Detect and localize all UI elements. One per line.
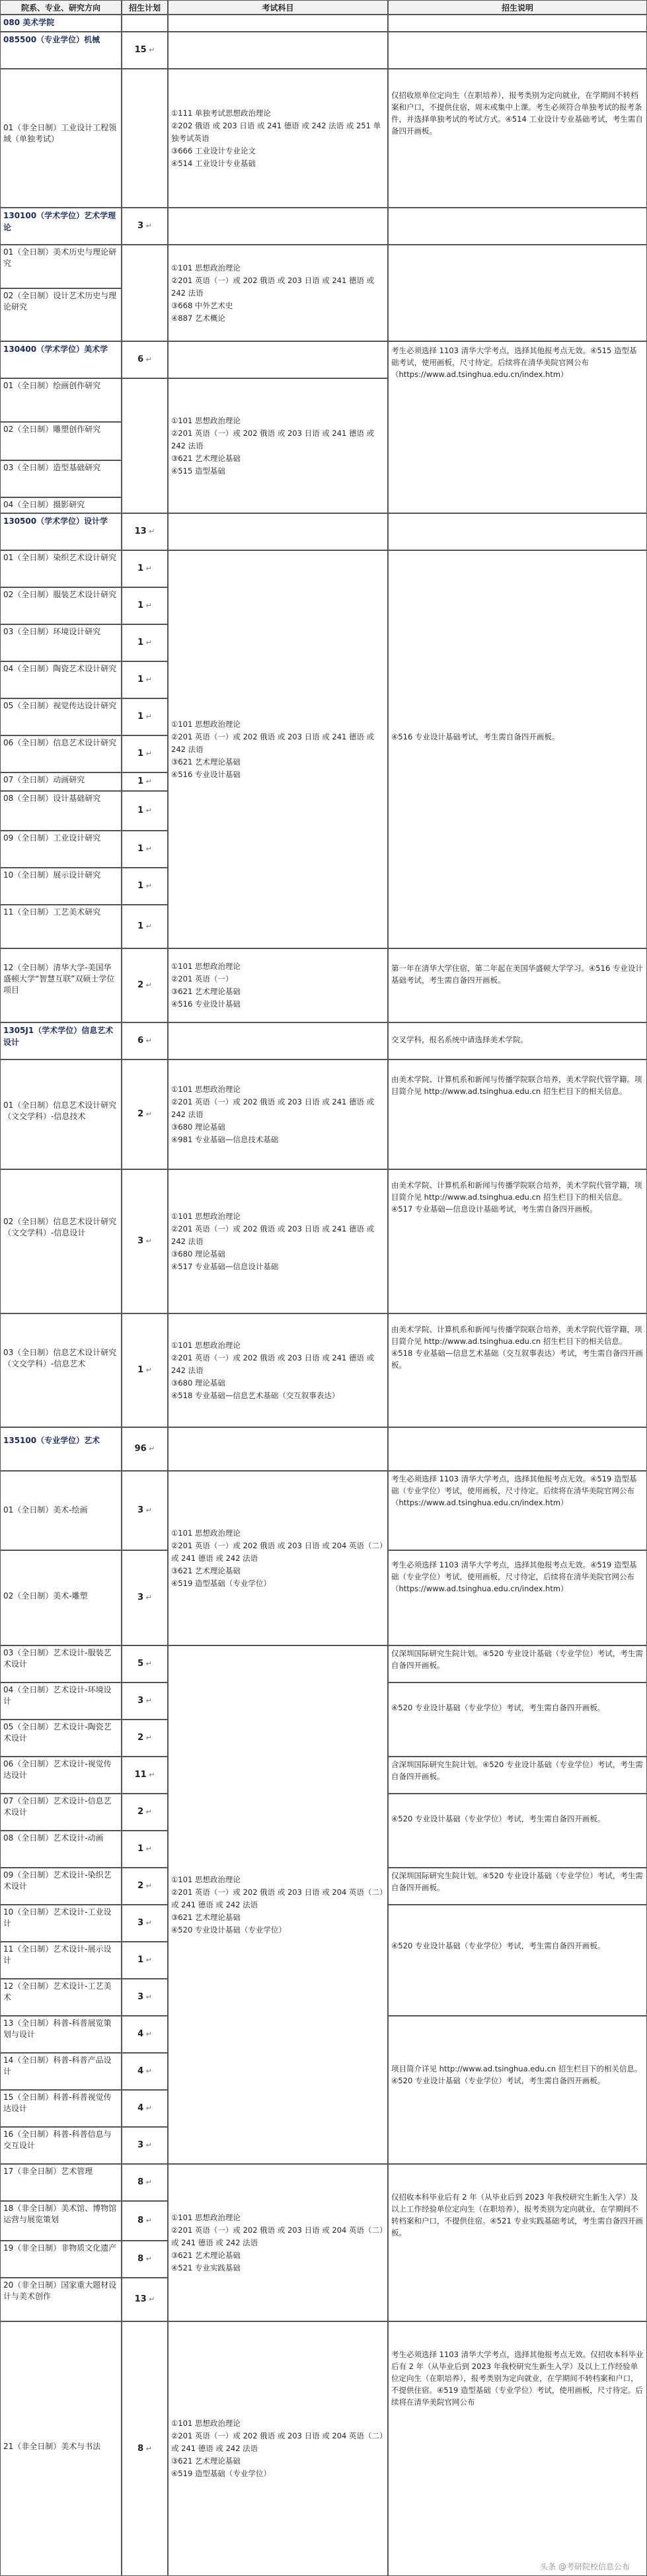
major-row: 01（全日制）染织艺术设计研究 xyxy=(0,550,122,587)
plan-count: 4 ↵ xyxy=(137,2102,152,2114)
exam-line: ③621 艺术理论基础 xyxy=(171,2250,241,2260)
major-row: 14（全日制）科普-科普产品设计 xyxy=(0,2053,122,2090)
major-row: 20（非全日制）国家重大题材设计与美术创作 xyxy=(0,2278,122,2321)
major-row: 12（全日制）艺术设计-工艺美术 xyxy=(0,1979,122,2016)
empty-cell xyxy=(388,15,647,32)
major-row: 06（全日制）艺术设计-视觉传达设计 xyxy=(0,1757,122,1794)
exam-line: ②201 英语（一）或 202 俄语 或 203 日语 或 241 德语 或 242 法语 xyxy=(171,428,375,450)
exam-line: ③621 艺术理论基础 xyxy=(171,453,241,463)
exam-line: ①101 思想政治理论 xyxy=(171,2419,241,2428)
plan-count: 1 ↵ xyxy=(137,637,152,649)
major-row: 09（全日制）工业设计研究 xyxy=(0,831,122,868)
major-row: 01（全日制）信息艺术设计研究（文交学科）-信息技术 xyxy=(0,1059,122,1169)
major-plan xyxy=(122,1794,168,1831)
major-row: 07（全日制）动画研究 xyxy=(0,772,122,791)
section-plan xyxy=(122,32,168,69)
exam-line: ④516 专业设计基础 xyxy=(171,769,241,779)
major-row: 16（全日制）科普-科普信息与交互设计 xyxy=(0,2127,122,2164)
exam-line: ①101 思想政治理论 xyxy=(171,962,241,971)
major-plan xyxy=(122,698,168,735)
major-plan xyxy=(122,2278,168,2321)
exam-line: ③666 工业设计专业论文 xyxy=(171,145,256,155)
exam-subjects xyxy=(168,550,388,948)
major-plan xyxy=(122,1831,168,1868)
plan-count: 4 ↵ xyxy=(137,2065,152,2077)
admission-note: 仅招收原单位定向生（在职培养），报考类别为定向就业，在学期间不转档案和户口，不提供住宿，周末或集中上课。考生必须符合单独考试的报考条件，并选择单独考试的考试方式。④514 工业设计专业基础考试，考生需自备四开画板。 xyxy=(388,69,647,208)
major-plan xyxy=(122,1645,168,1683)
major-row: 18（非全日制）美术馆、博物馆运营与展览策划 xyxy=(0,2201,122,2241)
major-row: 02（全日制）雕塑创作研究 xyxy=(0,422,122,460)
plan-count: 6 ↵ xyxy=(137,1035,152,1047)
section-title: 085500（专业学位）机械 xyxy=(0,32,122,69)
major-plan xyxy=(122,2053,168,2090)
plan-count: 1 ↵ xyxy=(137,843,152,855)
exam-line: ①101 思想政治理论 xyxy=(171,263,241,272)
exam-line: ②201 英语（一）或 202 俄语 或 203 日语 或 241 德语 或 242 法语 xyxy=(171,1097,375,1119)
empty-cell xyxy=(168,513,388,550)
major-row: 04（全日制）摄影研究 xyxy=(0,497,122,513)
empty-cell xyxy=(168,15,388,32)
exam-line: ③680 理论基础 xyxy=(171,1122,225,1132)
major-row: 01（非全日制）工业设计工程领域（单独考试） xyxy=(0,69,122,208)
admission-note: 由美术学院、计算机系和新闻与传播学院联合培养，美术学院代管学籍，项目简介见 http://www.ad.tsinghua.edu.cn 招生栏目下的相关信息。④517 专业基础—信息设计基础考试，考生需自备四开画板。 xyxy=(388,1169,647,1313)
exam-line: ④514 工业设计专业基础 xyxy=(171,158,256,168)
major-row: 06（全日制）信息艺术设计研究 xyxy=(0,735,122,772)
major-plan xyxy=(122,1550,168,1645)
plan-count: 4 ↵ xyxy=(137,2028,152,2040)
plan-count: 8 ↵ xyxy=(137,2215,152,2227)
empty-cell xyxy=(168,1427,388,1471)
admission-note: 仅深圳国际研究生院计划。④520 专业设计基础（专业学位）考试，考生需自备四开画板。 xyxy=(388,1645,647,1683)
major-plan xyxy=(122,2016,168,2053)
major-plan xyxy=(122,1868,168,1905)
exam-line: ③621 艺术理论基础 xyxy=(171,2456,241,2466)
header-note: 招生说明 xyxy=(388,0,647,15)
plan-count: 13 ↵ xyxy=(135,2294,155,2306)
major-plan xyxy=(122,2241,168,2278)
major-plan xyxy=(122,1169,168,1313)
exam-line: ④519 造型基础（专业学位） xyxy=(171,2469,271,2478)
major-row: 17（非全日制）艺术管理 xyxy=(0,2164,122,2201)
department-name: 080 美术学院 xyxy=(0,15,122,32)
exam-line: ②201 英语（一）或 202 俄语 或 203 日语 或 204 英语（二）或 241 德语 或 242 法语 xyxy=(171,1540,383,1563)
exam-line: ②201 英语（一） xyxy=(171,974,233,983)
exam-subjects xyxy=(168,245,388,341)
plan-count: 8 ↵ xyxy=(137,2443,152,2455)
plan-count: 2 ↵ xyxy=(137,1732,152,1744)
exam-line: ②201 英语（一）或 202 俄语 或 203 日语 或 204 英语（二）或 241 德语 或 242 法语 xyxy=(171,2431,383,2453)
plan-count: 6 ↵ xyxy=(137,354,152,366)
plan-count: 1 ↵ xyxy=(137,1843,152,1855)
major-row: 01（全日制）美术历史与理论研究 xyxy=(0,245,122,288)
empty-cell xyxy=(388,32,647,69)
plan-count: 3 ↵ xyxy=(137,1991,152,2003)
section-plan xyxy=(122,208,168,245)
exam-line: ①111 单独考试思想政治理论 xyxy=(171,108,271,118)
plan-count: 1 ↵ xyxy=(137,563,152,575)
plan-count: 8 ↵ xyxy=(137,2253,152,2265)
major-plan xyxy=(122,831,168,868)
exam-subjects xyxy=(168,1645,388,2164)
section-title: 1305J1（学术学位）信息艺术设计 xyxy=(0,1022,122,1059)
section-plan xyxy=(122,1022,168,1059)
exam-line: ③621 艺术理论基础 xyxy=(171,987,241,996)
major-plan xyxy=(122,624,168,661)
exam-line: ④887 艺术概论 xyxy=(171,313,225,323)
major-row: 10（全日制）艺术设计-工业设计 xyxy=(0,1905,122,1942)
exam-line: ②201 英语（一）或 202 俄语 或 203 日语 或 241 德语 或 242 法语 xyxy=(171,275,375,298)
major-plan xyxy=(122,1905,168,1942)
empty-cell xyxy=(388,1427,647,1471)
major-plan xyxy=(122,2164,168,2201)
major-plan xyxy=(122,1313,168,1427)
major-plan xyxy=(122,2321,168,2576)
exam-line: ④521 专业实践基础 xyxy=(171,2263,241,2272)
major-row: 09（全日制）艺术设计-染织艺术设计 xyxy=(0,1868,122,1905)
exam-line: ④981 专业基础—信息技术基础 xyxy=(171,1134,279,1144)
plan-count: 11 ↵ xyxy=(135,1769,155,1781)
admission-note: ④516 专业设计基础考试，考生需自备四开画板。 xyxy=(388,550,647,948)
admission-note: 考生必须选择 1103 清华大学考点，选择其他报考点无效。④519 造型基础（专业学位）考试，使用画板，尺寸待定。后续将在清华美院官网公布（https://www.ad.tsinghua.edu.cn/index.htm） xyxy=(388,1471,647,1550)
empty-cell xyxy=(122,378,168,513)
plan-count: 3 ↵ xyxy=(137,1235,152,1247)
exam-line: ①101 思想政治理论 xyxy=(171,1211,241,1221)
plan-count: 1 ↵ xyxy=(137,1954,152,1966)
header-major: 院系、专业、研究方向 xyxy=(0,0,122,15)
plan-count: 96 ↵ xyxy=(135,1443,155,1455)
major-plan xyxy=(122,1942,168,1979)
plan-count: 2 ↵ xyxy=(137,979,152,991)
major-row: 10（全日制）展示设计研究 xyxy=(0,868,122,905)
admission-note: 交叉学科，报名系统中请选择美术学院。 xyxy=(388,1022,647,1059)
plan-count: 15 ↵ xyxy=(135,44,155,56)
major-row: 03（全日制）环境设计研究 xyxy=(0,624,122,661)
plan-count: 2 ↵ xyxy=(137,1880,152,1892)
exam-subjects xyxy=(168,948,388,1022)
empty-cell xyxy=(122,245,168,341)
section-plan xyxy=(122,1427,168,1471)
major-plan xyxy=(122,1059,168,1169)
major-plan xyxy=(122,1683,168,1720)
section-title: 130500（学术学位）设计学 xyxy=(0,513,122,550)
exam-line: ④518 专业基础—信息艺术基础（交互叙事表达） xyxy=(171,1390,340,1400)
plan-count: 3 ↵ xyxy=(137,1695,152,1707)
empty-cell xyxy=(168,341,388,378)
exam-line: ③680 理论基础 xyxy=(171,1249,225,1259)
empty-cell xyxy=(388,245,647,341)
plan-count: 3 ↵ xyxy=(137,2140,152,2151)
empty-cell xyxy=(168,208,388,245)
plan-count: 3 ↵ xyxy=(137,1505,152,1517)
plan-count: 8 ↵ xyxy=(137,2177,152,2188)
admission-note: 考生必须选择 1103 清华大学考点，选择其他报考点无效。④515 造型基础考试，使用画板，尺寸待定。后续将在清华美院官网公布（https://www.ad.tsinghua.edu.cn/index.htm） xyxy=(388,341,647,513)
major-row: 11（全日制）工艺美术研究 xyxy=(0,905,122,948)
major-row: 11（全日制）艺术设计-展示设计 xyxy=(0,1942,122,1979)
section-title: 130100（学术学位）艺术学理论 xyxy=(0,208,122,245)
major-plan xyxy=(122,661,168,698)
section-title: 135100（专业学位）艺术 xyxy=(0,1427,122,1471)
exam-line: ④519 造型基础（专业学位） xyxy=(171,1578,271,1588)
major-row: 21（非全日制）美术与书法 xyxy=(0,2321,122,2576)
major-row: 02（全日制）信息艺术设计研究（文交学科）-信息设计 xyxy=(0,1169,122,1313)
major-plan xyxy=(122,868,168,905)
plan-count: 1 ↵ xyxy=(137,674,152,686)
plan-count: 1 ↵ xyxy=(137,748,152,760)
exam-line: ②201 英语（一）或 202 俄语 或 203 日语 或 241 德语 或 242 法语 xyxy=(171,1352,375,1375)
plan-count: 1 ↵ xyxy=(137,711,152,723)
empty-cell xyxy=(168,32,388,69)
exam-line: ②201 英语（一）或 202 俄语 或 203 日语 或 204 英语（二）或 241 德语 或 242 法语 xyxy=(171,1887,383,1909)
plan-count: 1 ↵ xyxy=(137,921,152,933)
exam-line: ①101 思想政治理论 xyxy=(171,2212,241,2222)
exam-line: ①101 思想政治理论 xyxy=(171,719,241,729)
exam-line: ①101 思想政治理论 xyxy=(171,415,241,425)
major-row: 05（全日制）视觉传达设计研究 xyxy=(0,698,122,735)
major-plan xyxy=(122,587,168,624)
exam-subjects xyxy=(168,1169,388,1313)
exam-line: ①101 思想政治理论 xyxy=(171,1340,241,1350)
major-plan xyxy=(122,791,168,831)
plan-count: 1 ↵ xyxy=(137,1364,152,1376)
plan-count: 1 ↵ xyxy=(137,880,152,892)
major-row: 08（全日制）设计基础研究 xyxy=(0,791,122,831)
admission-note: 考生必须选择 1103 清华大学考点，选择其他报考点无效。④519 造型基础（专业学位）考试，使用画板，尺寸待定，后续将在清华美院官网公布（https://www.ad.tsinghua.edu.cn/index.htm） xyxy=(388,1550,647,1645)
exam-line: ④516 专业设计基础 xyxy=(171,999,241,1009)
major-row: 03（全日制）造型基础研究 xyxy=(0,460,122,497)
major-plan xyxy=(122,2090,168,2127)
section-title: 130400（学术学位）美术学 xyxy=(0,341,122,378)
major-row: 05（全日制）艺术设计-陶瓷艺术设计 xyxy=(0,1720,122,1757)
plan-count: 1 ↵ xyxy=(137,805,152,817)
exam-line: ①101 思想政治理论 xyxy=(171,1084,241,1094)
major-row: 08（全日制）艺术设计-动画 xyxy=(0,1831,122,1868)
admission-note: 含深圳国际研究生院计划。④520 专业设计基础（专业学位）考试，考生需自备四开画板。 xyxy=(388,1757,647,1794)
major-row: 04（全日制）艺术设计-环境设计 xyxy=(0,1683,122,1720)
exam-line: ④517 专业基础—信息设计基础 xyxy=(171,1261,279,1271)
empty-cell xyxy=(168,1022,388,1059)
major-plan xyxy=(122,905,168,948)
major-row: 02（全日制）服装艺术设计研究 xyxy=(0,587,122,624)
major-plan xyxy=(122,772,168,791)
plan-count: 3 ↵ xyxy=(137,220,152,232)
major-row: 07（全日制）艺术设计-信息艺术设计 xyxy=(0,1794,122,1831)
plan-count: 1 ↵ xyxy=(137,776,152,788)
major-plan xyxy=(122,735,168,772)
exam-line: ④515 造型基础 xyxy=(171,466,225,476)
major-plan xyxy=(122,1471,168,1550)
major-plan xyxy=(122,1757,168,1794)
exam-subjects xyxy=(168,1471,388,1645)
empty-cell xyxy=(388,513,647,550)
exam-line: ③680 理论基础 xyxy=(171,1378,225,1388)
exam-subjects xyxy=(168,1059,388,1169)
plan-count: 2 ↵ xyxy=(137,1108,152,1120)
exam-line: ③621 艺术理论基础 xyxy=(171,757,241,767)
exam-line: ②201 英语（一）或 202 俄语 或 203 日语 或 241 德语 或 242 法语 xyxy=(171,1224,375,1246)
header-plan: 招生计划 xyxy=(122,0,168,15)
admission-note: 考生必须选择 1103 清华大学考点，选择其他报考点无效。仅招收本科毕业后有 2 年（从毕业后到 2023 年我校研究生新生入学）及以上工作经验单位定向生（在职培养），报考类别为定向就业，在学期间不转档案和户口，不提供住宿。④519 造型基础（专业学位）考试，使用画板，尺寸待定。后续将在清华美院官网公布 xyxy=(388,2321,647,2576)
plan-count: 3 ↵ xyxy=(137,1592,152,1604)
plan-count: 5 ↵ xyxy=(137,1658,152,1670)
exam-line: ②201 英语（一）或 202 俄语 或 203 日语 或 204 英语（二）或 241 德语 或 242 法语 xyxy=(171,2225,383,2247)
major-plan xyxy=(122,550,168,587)
major-row: 12（全日制）清华大学-美国华盛顿大学“智慧互联”双硕士学位项目 xyxy=(0,948,122,1022)
admission-note: 第一年在清华大学住宿，第二年起在美国华盛顿大学学习。④516 专业设计基础考试，考生需自备四开画板。 xyxy=(388,948,647,1022)
major-row: 04（全日制）陶瓷艺术设计研究 xyxy=(0,661,122,698)
major-row: 13（全日制）科普-科普展览策划与设计 xyxy=(0,2016,122,2053)
admission-note: 仅深圳国际研究生院计划。④520 专业设计基础（专业学位）考试，考生需自备四开画板。 xyxy=(388,1868,647,1905)
empty-cell xyxy=(122,15,168,32)
major-row: 03（全日制）艺术设计-服装艺术设计 xyxy=(0,1645,122,1683)
admission-note: 由美术学院、计算机系和新闻与传播学院联合培养，美术学院代管学籍，项目简介见 http://www.ad.tsinghua.edu.cn 招生栏目下的相关信息。④518 专业基础—信息艺术基础（交互叙事表达）考试，考生需自备四开画板。 xyxy=(388,1313,647,1427)
section-plan xyxy=(122,513,168,550)
exam-line: ④520 专业设计基础（专业学位） xyxy=(171,1925,286,1934)
major-row: 01（全日制）绘画创作研究 xyxy=(0,378,122,422)
exam-line: ③621 艺术理论基础 xyxy=(171,1565,241,1575)
exam-subjects xyxy=(168,1313,388,1427)
admission-note: 项目简介详见 http://www.ad.tsinghua.edu.cn 招生栏目下的相关信息。④520 专业设计基础（专业学位）考试，考生需自备四开画板。 xyxy=(388,2016,647,2164)
exam-subjects xyxy=(168,69,388,208)
plan-count: 1 ↵ xyxy=(137,600,152,612)
exam-subjects xyxy=(168,2321,388,2576)
plan-count: 2 ↵ xyxy=(137,1806,152,1818)
major-plan xyxy=(122,2201,168,2241)
watermark: 头条 @考研院校信息公布 xyxy=(540,2562,630,2571)
admission-note: 由美术学院、计算机系和新闻与传播学院联合培养，美术学院代管学籍。项目简介见 http://www.ad.tsinghua.edu.cn 招生栏目下的相关信息。 xyxy=(388,1059,647,1169)
major-plan xyxy=(122,1979,168,2016)
admission-note: ④520 专业设计基础（专业学位）考试，考生需自备四开画板。 xyxy=(388,1794,647,1868)
major-row: 02（全日制）美术-雕塑 xyxy=(0,1550,122,1645)
admission-note: 仅招收本科毕业后有 2 年（从毕业后到 2023 年我校研究生新生入学）及以上工作经验单位定向生（在职培养），报考类别为定向就业，在学期间不转档案和户口，不提供住宿。④521 专业实践基础考试，考生需自备四开画板。 xyxy=(388,2164,647,2321)
empty-cell xyxy=(388,208,647,245)
major-plan xyxy=(122,2127,168,2164)
exam-subjects xyxy=(168,2164,388,2321)
major-plan xyxy=(122,1720,168,1757)
admission-note: ④520 专业设计基础（专业学位）考试，考生需自备四开画板。 xyxy=(388,1683,647,1757)
major-row: 03（全日制）信息艺术设计研究（文交学科）-信息艺术 xyxy=(0,1313,122,1427)
empty-cell xyxy=(122,69,168,208)
plan-count: 13 ↵ xyxy=(135,526,155,538)
major-row: 02（全日制）设计艺术历史与理论研究 xyxy=(0,288,122,341)
major-row: 01（全日制）美术-绘画 xyxy=(0,1471,122,1550)
exam-line: ③621 艺术理论基础 xyxy=(171,1912,241,1922)
major-plan xyxy=(122,948,168,1022)
plan-count: 3 ↵ xyxy=(137,1917,152,1929)
exam-subjects xyxy=(168,378,388,513)
exam-line: ①101 思想政治理论 xyxy=(171,1874,241,1884)
exam-line: ②201 英语（一）或 202 俄语 或 203 日语 或 241 德语 或 242 法语 xyxy=(171,731,375,754)
exam-line: ②202 俄语 或 203 日语 或 241 德语 或 242 法语 或 251 单独考试英语 xyxy=(171,120,381,143)
header-exam: 考试科目 xyxy=(168,0,388,15)
major-row: 19（非全日制）非物质文化遗产 xyxy=(0,2241,122,2278)
exam-line: ③668 中外艺术史 xyxy=(171,300,233,310)
admission-note: ④520 专业设计基础（专业学位）考试，考生需自备四开画板。 xyxy=(388,1905,647,2016)
major-row: 15（全日制）科普-科普视觉传达设计 xyxy=(0,2090,122,2127)
exam-line: ①101 思想政治理论 xyxy=(171,1528,241,1538)
section-plan xyxy=(122,341,168,378)
